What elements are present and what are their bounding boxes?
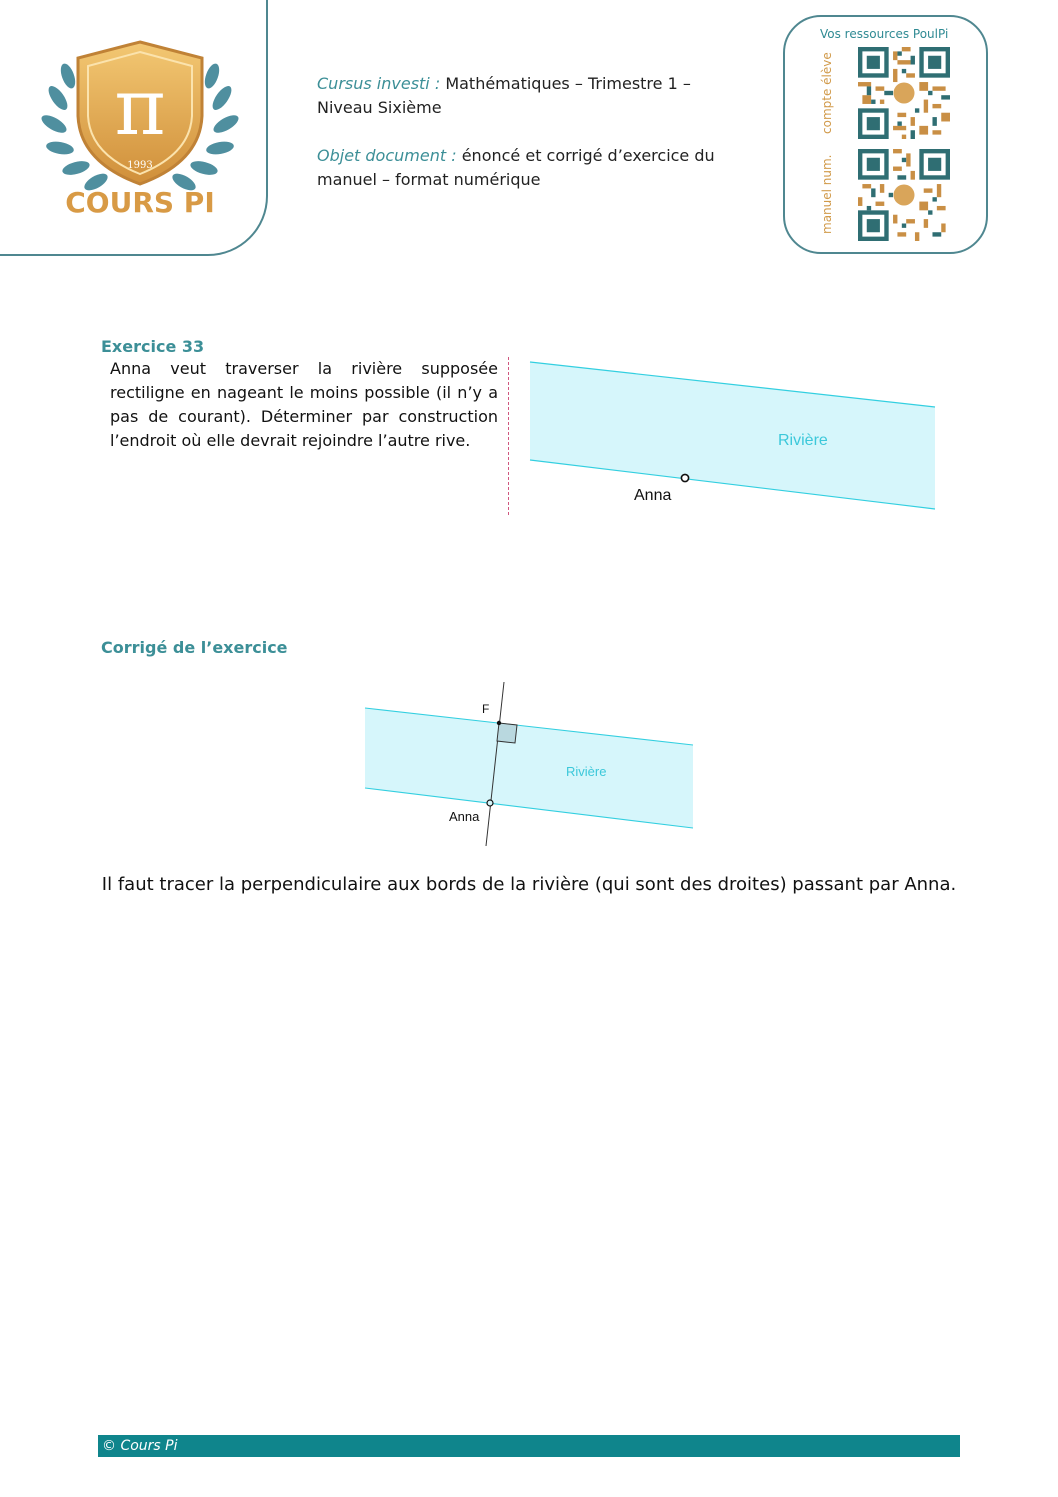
qr-code-icon[interactable] bbox=[858, 149, 950, 241]
label-compte-eleve: compte élève bbox=[820, 52, 834, 134]
exercise-statement: Anna veut traverser la rivière supposée rectiligne en nageant le moins possible (il n’y a pas de courant). Déterminer par construction l’endroit où elle devrait rejoindre l’autre rive. bbox=[110, 359, 498, 450]
anna-point bbox=[487, 800, 493, 806]
cursus-label: Cursus investi : bbox=[317, 74, 441, 93]
logo-brand: COURS PI bbox=[65, 186, 215, 219]
objet-label: Objet document : bbox=[317, 146, 457, 165]
anna-label: Anna bbox=[449, 809, 480, 824]
exercise-title: Exercice 33 bbox=[101, 337, 205, 356]
anna-point bbox=[681, 474, 688, 481]
river-label: Rivière bbox=[778, 432, 828, 449]
foot-point bbox=[497, 721, 501, 725]
objet-value: énoncé et corrigé d’exercice du bbox=[461, 146, 715, 165]
correction-figure bbox=[360, 678, 700, 850]
river-label: Rivière bbox=[566, 764, 607, 779]
footer-bar bbox=[98, 1435, 960, 1457]
right-angle-mark bbox=[497, 723, 517, 743]
logo-year: 1993 bbox=[127, 160, 153, 171]
resources-title: Vos ressources PoulPi bbox=[820, 27, 949, 41]
exercise-figure bbox=[520, 352, 940, 518]
cursus-value-2: Niveau Sixième bbox=[317, 98, 442, 117]
foot-label: F bbox=[482, 702, 490, 716]
pi-symbol: π bbox=[114, 63, 166, 153]
cours-pi-logo bbox=[40, 36, 240, 222]
footer-copyright: © Cours Pi bbox=[102, 1438, 178, 1454]
cursus-block bbox=[317, 72, 757, 120]
column-divider bbox=[508, 357, 509, 515]
cursus-value: Mathématiques – Trimestre 1 – bbox=[445, 74, 691, 93]
qr-code-icon[interactable] bbox=[858, 47, 950, 139]
anna-label: Anna bbox=[634, 487, 672, 504]
objet-block bbox=[317, 144, 757, 192]
objet-value-2: manuel – format numérique bbox=[317, 170, 541, 189]
correction-conclusion: Il faut tracer la perpendiculaire aux bords de la rivière (qui sont des droites) passant par Anna. bbox=[101, 874, 957, 895]
correction-title: Corrigé de l’exercice bbox=[101, 638, 288, 657]
label-manuel-num: manuel num. bbox=[820, 154, 834, 234]
